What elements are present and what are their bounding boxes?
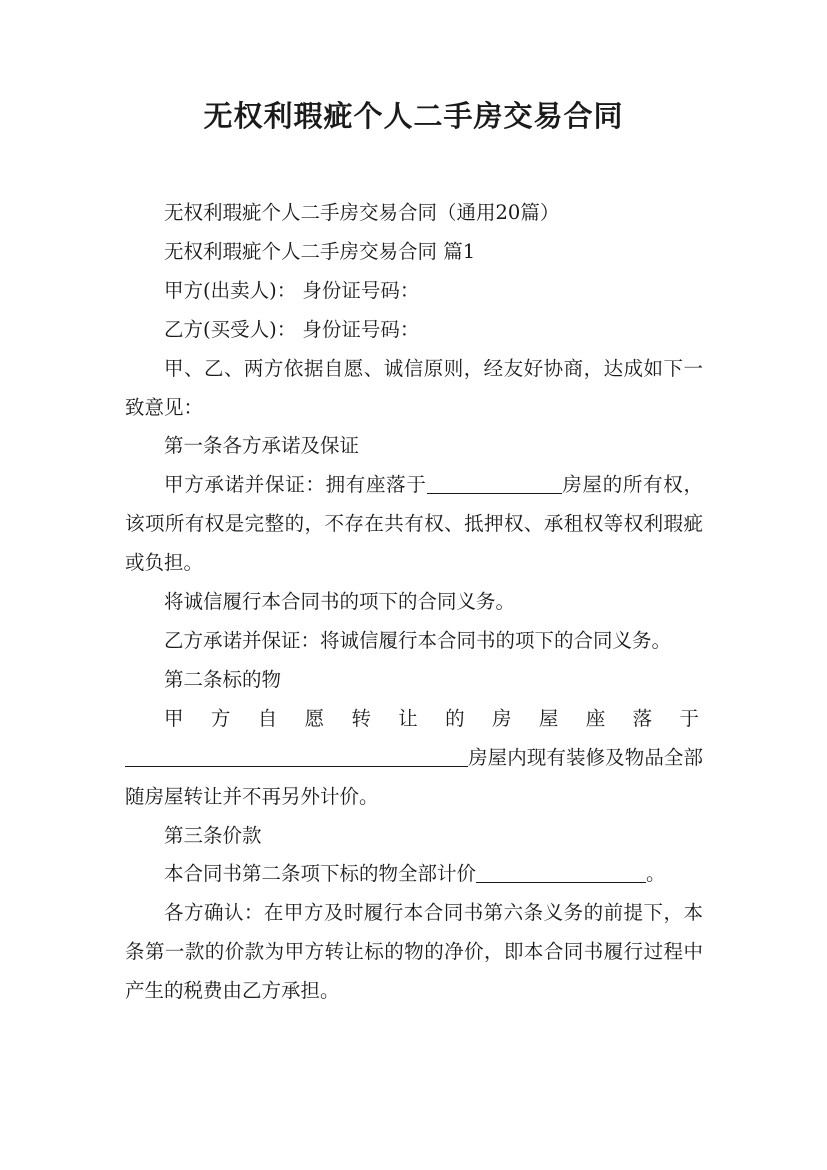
spread-char: 让 — [398, 706, 418, 730]
price-clause — [125, 855, 703, 894]
spread-char: 方 — [210, 706, 231, 730]
subject-matter-rest: 房屋内现有装修及物品全部随房屋转让并不再另外计价。 — [125, 745, 703, 808]
document-title: 无权利瑕疵个人二手房交易合同 — [203, 99, 624, 133]
price-blank[interactable] — [476, 858, 646, 883]
contract-heading: 无权利瑕疵个人二手房交易合同 篇1 — [164, 239, 476, 263]
agreement-preamble: 甲、乙、两方依据自愿、诚信原则，经友好协商，达成如下一致意见： — [125, 356, 703, 419]
spread-char: 于 — [679, 706, 699, 730]
party-a-guarantee-lead: 甲方承诺并保证：拥有座落于 — [164, 473, 427, 497]
party-a-guarantee-rest: 房屋的所有权，该项所有权是完整的，不存在共有权、抵押权、承租权等权利瑕疵或负担。 — [125, 473, 703, 575]
property-location-blank[interactable] — [427, 469, 562, 494]
spread-char: 落 — [632, 706, 653, 730]
subject-matter-continued — [125, 739, 703, 817]
spread-char: 屋 — [538, 706, 559, 730]
article-1-heading: 第一条各方承诺及保证 — [164, 434, 360, 458]
spread-char: 甲 — [164, 706, 184, 730]
article-2-heading: 第二条标的物 — [164, 667, 282, 691]
price-clause-end: 。 — [646, 862, 666, 886]
party-a-guarantee — [125, 466, 703, 583]
party-b-line: 乙方(买受人)： 身份证号码： — [164, 317, 420, 341]
party-b-guarantee: 乙方承诺并保证：将诚信履行本合同书的项下的合同义务。 — [164, 628, 672, 652]
spread-char: 房 — [492, 706, 512, 730]
collection-title: 无权利瑕疵个人二手房交易合同（通用20篇） — [164, 201, 560, 224]
spread-char: 愿 — [304, 706, 325, 730]
document-body — [125, 194, 703, 1011]
tax-confirmation: 各方确认：在甲方及时履行本合同书第六条义务的前提下，本条第一款的价款为甲方转让标的物的净价，即本合同书履行过程中产生的税费由乙方承担。 — [125, 901, 703, 1003]
subject-matter-line — [125, 700, 703, 739]
spread-char: 自 — [257, 706, 278, 730]
good-faith-clause: 将诚信履行本合同书的项下的合同义务。 — [164, 590, 516, 614]
article-3-heading: 第三条价款 — [164, 823, 262, 847]
spread-char: 座 — [585, 706, 606, 730]
spread-char: 的 — [445, 706, 465, 730]
spread-char: 转 — [351, 706, 371, 730]
subject-location-blank[interactable] — [125, 742, 468, 767]
party-a-line: 甲方(出卖人)： 身份证号码： — [164, 278, 420, 302]
price-clause-lead: 本合同书第二条项下标的物全部计价 — [164, 862, 477, 886]
